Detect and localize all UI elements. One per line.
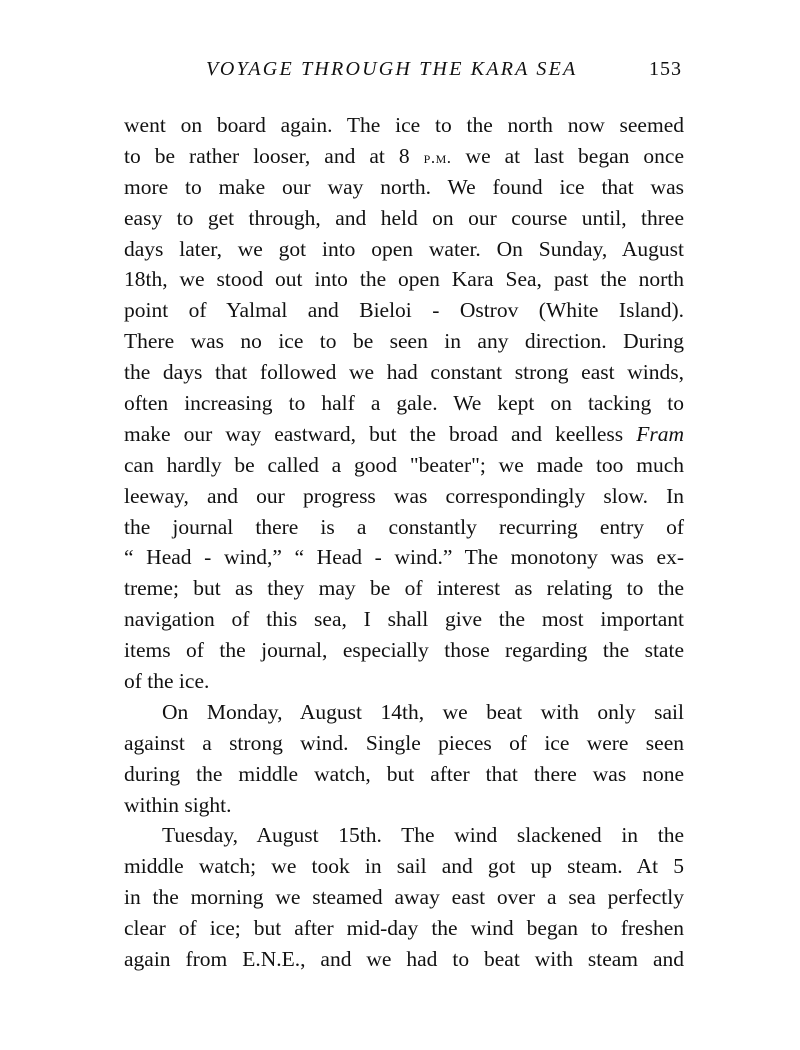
running-title: VOYAGE THROUGH THE KARA SEA [206, 58, 578, 80]
text-line: There was no ice to be seen in any direction. During [124, 329, 684, 354]
page-header [122, 58, 682, 88]
text-line: On Monday, August 14th, we beat with only sail [162, 699, 684, 724]
text-line: within sight. [124, 792, 232, 817]
text-line: days later, we got into open water. On Sunday, August [124, 236, 684, 261]
text-fragment: to be rather looser, and at 8 [124, 143, 424, 168]
text-line: often increasing to half a gale. We kept on tacking to [124, 391, 684, 416]
text-line: during the middle watch, but after that there was none [124, 761, 684, 786]
text-line: easy to get through, and held on our course until, three [124, 205, 684, 230]
text-line: treme; but as they may be of interest as relating to the [124, 576, 684, 601]
text-line: against a strong wind. Single pieces of ice were seen [124, 730, 684, 755]
text-line: in the morning we steamed away east over a sea perfectly [124, 885, 684, 910]
text-line: 18th, we stood out into the open Kara Sea, past the north [124, 267, 684, 292]
text-line: leeway, and our progress was correspondingly slow. In [124, 483, 684, 508]
text-line: the journal there is a constantly recurring entry of [124, 514, 684, 539]
text-line: more to make our way north. We found ice that was [124, 174, 684, 199]
text-line: again from E.N.E., and we had to beat with steam and [124, 947, 684, 972]
text-line: point of Yalmal and Bieloi - Ostrov (White Island). [124, 298, 684, 323]
text-line [124, 141, 684, 172]
text-line: Tuesday, August 15th. The wind slackened in the [162, 823, 684, 848]
text-fragment: make our way eastward, but the broad and keelless [124, 421, 637, 446]
text-line: items of the journal, especially those regarding the state [124, 638, 684, 663]
page-number: 153 [649, 58, 682, 80]
text-line: the days that followed we had constant strong east winds, [124, 360, 684, 385]
text-line: of the ice. [124, 669, 210, 694]
body-text [124, 110, 684, 975]
text-line [124, 419, 684, 450]
text-line: can hardly be called a good "beater"; we made too much [124, 452, 684, 477]
text-line: navigation of this sea, I shall give the most important [124, 607, 684, 632]
text-line: went on board again. The ice to the north now seemed [124, 113, 684, 137]
text-fragment: we at last began once [451, 143, 684, 168]
text-line: middle watch; we took in sail and got up steam. At 5 [124, 854, 684, 879]
text-line: “ Head - wind,” “ Head - wind.” The monotony was ex- [124, 545, 684, 570]
ship-name: Fram [636, 421, 684, 446]
text-line: clear of ice; but after mid-day the wind began to freshen [124, 916, 684, 941]
time-abbreviation: p.m. [423, 147, 452, 167]
